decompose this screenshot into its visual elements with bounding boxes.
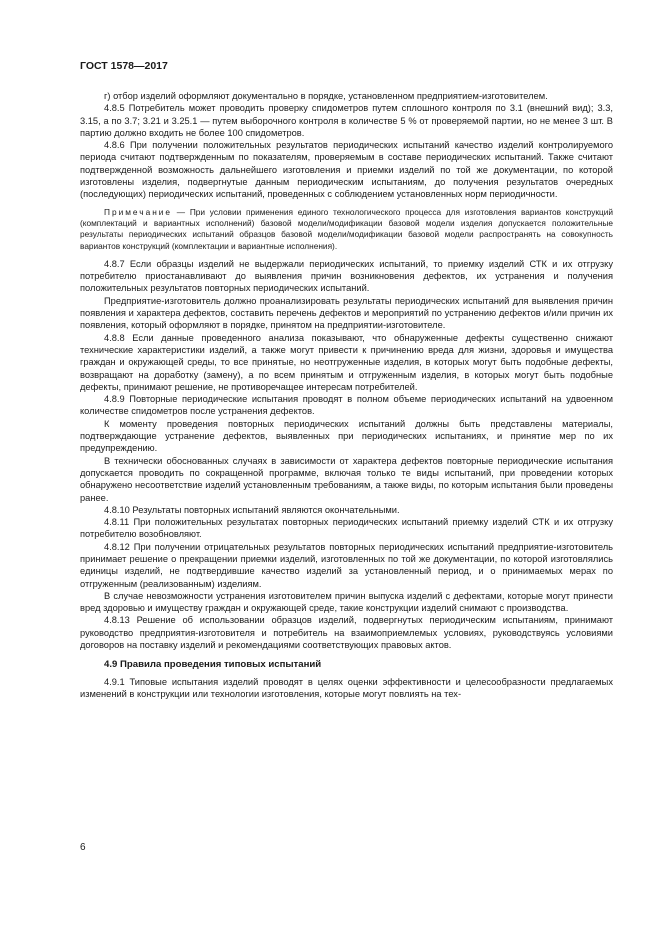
paragraph: 4.8.12 При получении отрицательных результатов повторных периодических испытаний предприятие-изготовитель принимает решение о прекращении приемки изделий, изготовленных по той же документации, по которой изготовлялись единицы изделий, не подтвердившие качество изделий за установленный период, и о принимаемых мерах по отгруженным (реализованным) изделиям. <box>80 541 613 589</box>
paragraph: Предприятие-изготовитель должно проанализировать результаты периодических испытаний для выявления причин появления и характера дефектов, составить перечень дефектов и мероприятий по устранению дефектов и/или причин их появления, который оформляют в порядке, принятом на предприятии-изготовителе. <box>80 295 613 331</box>
note-label: Примечание <box>104 206 173 217</box>
section-heading: 4.9 Правила проведения типовых испытаний <box>104 659 322 671</box>
standard-header: ГОСТ 1578—2017 <box>80 60 168 72</box>
page-number: 6 <box>80 842 86 853</box>
paragraph: 4.8.5 Потребитель может проводить проверку спидометров путем сплошного контроля по 3.1 (внешний вид); 3.3, 3.15, а по 3.7; 3.21 и 3.25.1 — путем выборочного контроля в количестве 5 % от проверяемой партии, но не менее 3 шт. В партию должно входить не более 100 спидометров. <box>80 103 613 138</box>
note <box>80 207 613 252</box>
paragraph: В технически обоснованных случаях в зависимости от характера дефектов повторные периодические испытания допускается проводить по сокращенной программе, включая только те виды испытаний, при проведении которых обнаружено несоответствие изделий установленным требованиям, а также виды, по которым испытания были проведены ранее. <box>80 455 613 503</box>
paragraph: 4.9.1 Типовые испытания изделий проводят в целях оценки эффективности и целесообразности предлагаемых изменений в конструкции или технологии изготовления, которые могут повлиять на тех- <box>80 676 613 699</box>
paragraph: 4.8.10 Результаты повторных испытаний являются окончательными. <box>104 504 400 515</box>
paragraph: К моменту проведения повторных периодических испытаний должны быть представлены материалы, подтверждающие устранение дефектов, выявленных при периодических испытаниях, и принятие мер по их предупреждению. <box>80 418 613 454</box>
paragraph: 4.8.6 При получении положительных результатов периодических испытаний качество изделий контролируемого периода считают подтвержденным по показателям, проверяемым в составе периодических испытаний. Также считают подтвержденной возможность дальнейшего изготовления и приемки изделий по той же документации, по которой изготовлены изделия, подвергнутые данным периодическим испытаниям, до получения результатов очередных (последующих) периодических испытаний, проведенных с соблюдением установленных норм периодичности. <box>80 140 613 200</box>
body-text <box>80 90 613 700</box>
paragraph: 4.8.8 Если данные проведенного анализа показывают, что обнаруженные дефекты существенно снижают технические характеристики изделий, а также могут привести к причинению вреда для жизни, здоровья и имущества граждан и окружающей среды, то все принятые, но неотгруженные изделия, в которых могут быть подобные дефекты, возвращают на доработку (замену), а по всем принятым и отгруженным изделия, в которых могут быть подобные дефекты, принимают решение, не противоречащее интересам потребителей. <box>80 332 613 392</box>
paragraph: 4.8.13 Решение об использовании образцов изделий, подвергнутых периодическим испытаниям, принимают руководство предприятия-изготовителя и потребитель на взаимоприемлемых условиях, руководствуясь условиями договоров на поставку изделий и рекомендациями соответствующих правовых актов. <box>80 615 613 651</box>
paragraph: 4.8.7 Если образцы изделий не выдержали периодических испытаний, то приемку изделий СТК и их отгрузку потребителю приостанавливают до выявления причин возникновения дефектов, их устранения и получения положительных результатов повторных периодических испытаний. <box>80 258 613 294</box>
paragraph: В случае невозможности устранения изготовителем причин выпуска изделий с дефектами, которые могут принести вред здоровью и имуществу граждан и окружающей среде, такие конструкции изделий снимают с производства. <box>80 590 613 614</box>
paragraph: 4.8.9 Повторные периодические испытания проводят в полном объеме периодических испытаний на удвоенном количестве спидометров после устранения дефектов. <box>80 394 613 417</box>
paragraph: г) отбор изделий оформляют документально в порядке, установленном предприятием-изготовителем. <box>104 91 548 101</box>
note-text: — При условии применения единого технологического процесса для изготовления вариантов конструкций (комплектаций и вариантных исполнений) базовой модели/модификации базовой модели изделия допускается положительные результаты периодических испытаний образцов базовой модели/модификации базовой модели распространять на совокупность вариантов конструкций (комплектации и вариантные исполнения). <box>80 206 613 251</box>
paragraph: 4.8.11 При положительных результатах повторных периодических испытаний приемку изделий СТК и их отгрузку потребителю возобновляют. <box>80 517 613 540</box>
